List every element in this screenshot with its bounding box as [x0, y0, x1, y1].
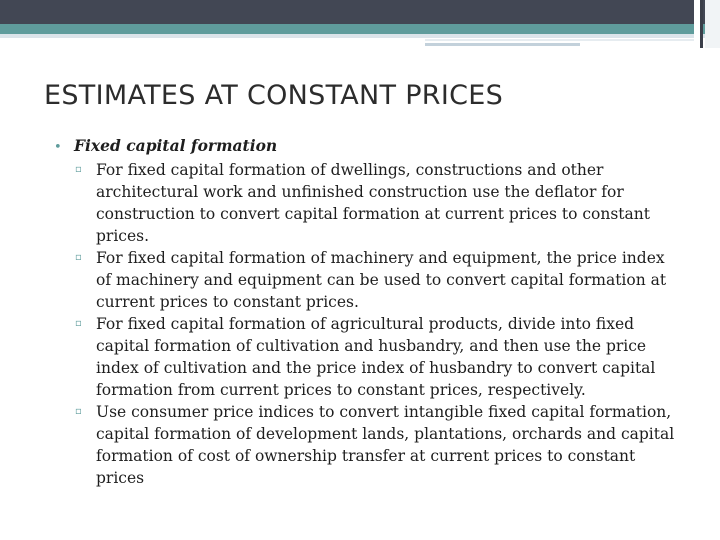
- main-bullet: [54, 136, 694, 155]
- header-accent-line: [425, 39, 695, 41]
- header-decoration: [705, 0, 720, 48]
- header-band-dark: [0, 0, 720, 24]
- slide-content: [54, 136, 694, 489]
- sub-bullet-text: For fixed capital formation of dwellings, constructions and other architectural work and unfinished construction use the deflator for construction to convert capital formation at current prices to constant prices.: [96, 161, 650, 245]
- main-bullet-label: Fixed capital formation: [74, 136, 278, 155]
- header-band-teal: [0, 24, 720, 34]
- list-item: [54, 247, 694, 313]
- list-item: [54, 401, 694, 489]
- header-accent-line: [425, 43, 580, 46]
- sub-bullet-marker: ▫: [75, 164, 82, 175]
- list-item: [54, 313, 694, 401]
- sub-bullet-marker: ▫: [75, 252, 82, 263]
- sub-bullet-marker: ▫: [75, 406, 82, 417]
- sub-bullet-text: For fixed capital formation of machinery and equipment, the price index of machinery and equipment can be used to convert capital formation at current prices to constant prices.: [96, 249, 667, 311]
- header-decoration: [700, 0, 703, 48]
- header-band-light: [0, 34, 720, 38]
- sub-bullet-marker: ▫: [75, 318, 82, 329]
- slide-title: ESTIMATES AT CONSTANT PRICES: [44, 80, 504, 111]
- list-item: [54, 159, 694, 247]
- sub-bullet-text: Use consumer price indices to convert intangible fixed capital formation, capital formation of development lands, plantations, orchards and capital formation of cost of ownership transfer at current prices to constant prices: [96, 403, 675, 487]
- sub-bullet-list: [54, 159, 694, 489]
- bullet-marker: •: [54, 140, 62, 155]
- sub-bullet-text: For fixed capital formation of agricultural products, divide into fixed capital formation of cultivation and husbandry, and then use the price index of cultivation and the price index of husbandry to convert capital formation from current prices to constant prices, respectively.: [96, 315, 656, 399]
